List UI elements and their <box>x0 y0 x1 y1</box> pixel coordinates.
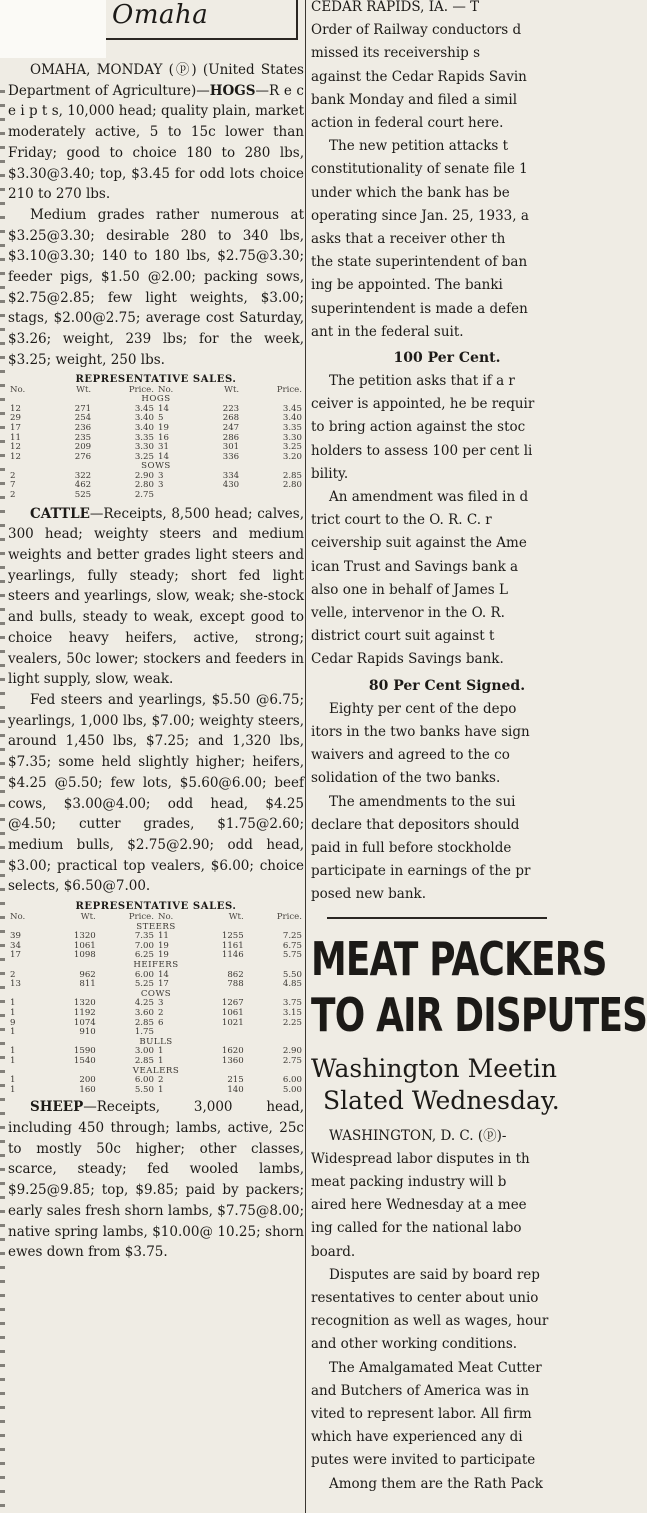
table-cell: 430 <box>222 480 240 491</box>
table-cell: 5.50 <box>134 1084 154 1095</box>
table-cell: 1 <box>10 998 16 1009</box>
table-cell: 1 <box>10 1027 16 1038</box>
table-cell: 1255 <box>221 931 244 942</box>
table-cell <box>156 491 197 501</box>
table-cell: 16 <box>157 432 169 443</box>
table-cell: 6.75 <box>282 940 302 951</box>
table-cell: 1620 <box>221 1046 244 1057</box>
table-cell: 3.75 <box>282 998 302 1009</box>
table-cell: 1061 <box>221 1007 244 1018</box>
table-cell: 1 <box>10 1046 16 1057</box>
article-line: missed its receivership s <box>311 45 481 62</box>
article-line: and other working conditions. <box>311 1336 518 1353</box>
table-cell: 276 <box>74 451 92 462</box>
table-cell: 1 <box>10 1055 16 1066</box>
table-cell: 5.50 <box>282 969 302 980</box>
table-cell: 5.00 <box>282 1084 302 1095</box>
table-col-header: Wt. <box>76 384 92 395</box>
table-row <box>8 942 304 952</box>
article-line: to bring action against the stoc <box>311 419 526 436</box>
table-cell: 2 <box>10 470 16 481</box>
table-cell: 1320 <box>73 931 96 942</box>
table-cell: 3.35 <box>134 432 154 443</box>
table-cell: 223 <box>222 403 240 414</box>
table-cell <box>194 1028 245 1038</box>
sheep-text: —Receipts, 3,000 head, including 450 through; lambs, active, 25c to mostly 50c higher; other classes, scarce, steady; fed wooled lambs, $9.25@9.85; top, $9.85; paid by packers; early sales fresh shorn lambs, $7.75@8.00; native spring lambs, $10.00@ 10.25; shorn ewes down from $3.75. <box>8 1099 304 1261</box>
table-cell: 6.25 <box>134 950 154 961</box>
table-cell: 3.20 <box>282 451 302 462</box>
representative-sales-title: REPRESENTATIVE SALES. <box>75 373 237 385</box>
table-cell: 1021 <box>221 1017 244 1028</box>
table-section-label: STEERS <box>136 921 176 932</box>
table-cell: 301 <box>222 442 240 453</box>
hogs-paragraph <box>8 60 304 205</box>
article-line: which have experienced any di <box>311 1429 523 1446</box>
source-text: ) (United States Department of Agriculture)— <box>8 62 304 99</box>
deck-line-2: Slated Wednesday. <box>323 1085 560 1115</box>
table-cell: 3.35 <box>282 422 302 433</box>
table-cell: 3.45 <box>282 403 302 414</box>
table-cell <box>197 491 241 501</box>
table-col-header: Price. <box>128 384 154 395</box>
article-line: The Amalgamated Meat Cutter <box>329 1359 542 1376</box>
section-header-box <box>106 0 298 40</box>
table-section-label: SOWS <box>141 461 171 472</box>
article-line: meat packing industry will b <box>311 1173 507 1190</box>
article-line: The amendments to the sui <box>329 793 516 810</box>
article-line: Order of Railway conductors d <box>311 22 522 39</box>
table-cell: 962 <box>79 969 96 980</box>
table-cell: 2 <box>10 490 16 501</box>
table-cell: 140 <box>227 1084 244 1095</box>
table-cell: 462 <box>74 480 92 491</box>
table-cell: 3.60 <box>134 1007 154 1018</box>
table-cell: 1267 <box>221 998 244 1009</box>
table-cell: 1540 <box>73 1055 96 1066</box>
table-cell: 2.75 <box>134 490 154 501</box>
table-cell: 334 <box>222 470 240 481</box>
table-section-label: HEIFERS <box>133 960 179 970</box>
table-cell: 3.30 <box>282 432 302 443</box>
table-cell: 11 <box>157 931 169 942</box>
article-line: The new petition attacks t <box>329 138 509 155</box>
article-line: constitutionality of senate file 1 <box>311 161 528 178</box>
table-cell: 1146 <box>221 950 244 961</box>
article-line: district court suit against t <box>311 628 495 645</box>
table-cell: 7 <box>10 480 16 491</box>
article-line: declare that depositors should <box>311 816 520 833</box>
table-cell: 1061 <box>73 940 96 951</box>
article-line: ant in the federal suit. <box>311 323 464 340</box>
table-col-header: Price. <box>276 912 302 923</box>
table-cell: 3 <box>157 470 164 481</box>
meat-packers-article <box>311 1125 583 1496</box>
table-row <box>8 1086 304 1096</box>
cattle-sales-table <box>8 913 304 1095</box>
table-col-header: Wt. <box>80 912 96 923</box>
table-cell: 14 <box>157 969 169 980</box>
table-col-header: No. <box>157 384 174 395</box>
table-cell: 14 <box>157 403 169 414</box>
table-row <box>8 414 304 424</box>
dateline: OMAHA, MONDAY ( <box>30 62 174 78</box>
table-cell: 1161 <box>221 940 244 951</box>
headline-line-1: MEAT PACKERS <box>311 931 607 986</box>
table-row <box>8 1019 304 1029</box>
article-line: ican Trust and Savings bank a <box>311 558 519 575</box>
table-cell: 160 <box>79 1084 96 1095</box>
article-line: ceiver is appointed, he be requir <box>311 396 535 413</box>
table-cell: 235 <box>74 432 92 443</box>
table-cell: 39 <box>10 931 21 942</box>
table-cell: 1 <box>10 1007 16 1018</box>
article-line: bank Monday and filed a simil <box>311 91 518 108</box>
table-cell: 11 <box>10 432 21 443</box>
article-line: the state superintendent of ban <box>311 254 528 271</box>
table-cell: 2.85 <box>134 1017 154 1028</box>
article-line: Among them are the Rath Pack <box>329 1475 543 1492</box>
table-cell: 1360 <box>221 1055 244 1066</box>
table-row <box>8 1009 304 1019</box>
table-cell: 2 <box>10 969 16 980</box>
column-rule <box>305 0 306 1513</box>
article-line: resentatives to center about unio <box>311 1289 539 1306</box>
table-cell: 200 <box>79 1075 96 1086</box>
adjacent-column-edge <box>0 90 5 1510</box>
article-line: Eighty per cent of the depo <box>329 700 517 717</box>
table-col-header: No. <box>10 384 26 395</box>
table-cell: 811 <box>79 979 96 990</box>
table-cell: 2.85 <box>282 470 302 481</box>
article-line: asks that a receiver other th <box>311 231 506 248</box>
table-cell: 3 <box>157 998 164 1009</box>
table-cell: 1192 <box>73 1007 96 1018</box>
table-cell: 1 <box>157 1084 164 1095</box>
article-line: ceivership suit against the Ame <box>311 535 527 552</box>
table-cell <box>246 1028 304 1038</box>
cattle-label: CATTLE <box>30 505 90 522</box>
article-line: vited to represent labor. All firm <box>311 1405 532 1422</box>
table-cell: 525 <box>74 490 92 501</box>
table-cell: 3.40 <box>282 413 302 424</box>
table-cell: 3.45 <box>134 403 154 414</box>
table-row <box>8 491 304 501</box>
table-row <box>8 443 304 453</box>
table-cell: 17 <box>10 422 21 433</box>
article-line: participate in earnings of the pr <box>311 863 531 880</box>
table-cell: 19 <box>157 940 169 951</box>
table-cell: 12 <box>10 451 21 462</box>
table-cell: 17 <box>10 950 21 961</box>
table-cell: 1 <box>10 1075 16 1086</box>
table-cell: 236 <box>74 422 92 433</box>
article-line: and Butchers of America was in <box>311 1382 530 1399</box>
article-line: against the Cedar Rapids Savin <box>311 68 527 85</box>
table-cell: 1098 <box>73 950 96 961</box>
sheep-label: SHEEP <box>30 1099 84 1116</box>
table-cell: 3.40 <box>134 413 154 424</box>
table-cell: 31 <box>157 442 169 453</box>
article-line: itors in the two banks have sign <box>311 723 530 740</box>
table-cell: 2 <box>157 1007 164 1018</box>
table-cell: 3.40 <box>134 422 154 433</box>
table-cell: 7.35 <box>134 931 154 942</box>
table-cell: 3.00 <box>134 1046 154 1057</box>
table-cell: 1074 <box>73 1017 96 1028</box>
table-cell: 2.80 <box>134 480 154 491</box>
table-cell: 2.25 <box>282 1017 302 1028</box>
table-cell: 17 <box>157 979 169 990</box>
table-cell: 2.85 <box>134 1055 154 1066</box>
article-line: The petition asks that if a r <box>329 373 515 390</box>
article-line: velle, intervenor in the O. R. <box>311 605 505 622</box>
table-cell: 6.00 <box>134 969 154 980</box>
ap-mark: ⓟ <box>173 62 192 78</box>
article-line: action in federal court here. <box>311 115 504 132</box>
headline-line-2: TO AIR DISPUTES <box>311 987 647 1042</box>
table-cell: 3.25 <box>134 451 154 462</box>
table-col-header: Price. <box>128 912 154 923</box>
article-line: board. <box>311 1243 356 1260</box>
bank-article-3 <box>311 698 583 907</box>
table-cell: 2 <box>157 1075 164 1086</box>
table-cell: 268 <box>222 413 240 424</box>
table-row <box>8 472 304 482</box>
table-cell: 209 <box>74 442 92 453</box>
table-cell: 13 <box>10 979 21 990</box>
subhead-80-per-cent: 80 Per Cent Signed. <box>368 677 526 694</box>
table-cell: 2.80 <box>282 480 302 491</box>
table-row <box>8 481 304 491</box>
table-cell: 4.25 <box>134 998 154 1009</box>
table-cell: 12 <box>10 403 21 414</box>
table-row <box>8 999 304 1009</box>
table-cell: 5.25 <box>134 979 154 990</box>
table-cell: 6.00 <box>134 1075 154 1086</box>
table-cell: 1590 <box>73 1046 96 1057</box>
sheep-paragraph <box>8 1097 304 1263</box>
table-col-header: Price. <box>276 384 302 395</box>
table-cell <box>241 491 304 501</box>
cattle-text: —Receipts, 8,500 head; calves, 300 head; weighty steers and medium weights and better grades light steers and yearlings, fully steady; short fed light steers and yearlings, slow, weak; she-stock and bulls, steady to weak, except good to choice heavy heifers, active, strong; vealers, 50c lower; stockers and feeders in light supply, slow, weak. <box>8 505 304 688</box>
article-line: bility. <box>311 465 349 482</box>
table-cell: 910 <box>79 1027 96 1038</box>
table-section-label: HOGS <box>141 394 171 405</box>
table-cell: 7.25 <box>282 931 302 942</box>
section-header: Omaha <box>112 0 209 30</box>
cattle-paragraph-2: Fed steers and yearlings, $5.50 @6.75; yearlings, 1,000 lbs, $7.00; weighty steers, around 1,450 lbs, $7.25; and 1,320 lbs, $7.35; some held slightly higher; heifers, $4.25 @5.50; few lots, $5.60@6.00; beef cows, $3.00@4.00; odd head, $4.25 @4.50; cutter grades, $1.75@2.60; medium bulls, $2.75@2.90; odd head, $3.00; practical top vealers, $6.00; choice selects, $6.50@7.00. <box>8 692 304 895</box>
article-line: CEDAR RAPIDS, IA. — T <box>311 0 480 15</box>
table-cell: 6.00 <box>282 1075 302 1086</box>
article-line: Disputes are said by board rep <box>329 1266 540 1283</box>
table-cell: 271 <box>74 403 92 414</box>
table-row <box>8 971 304 981</box>
article-line: ing called for the national labo <box>311 1220 522 1237</box>
article-line: trict court to the O. R. C. r <box>311 512 492 529</box>
article-line: waivers and agreed to the co <box>311 747 510 764</box>
article-line: operating since Jan. 25, 1933, a <box>311 207 529 224</box>
table-cell: 29 <box>10 413 21 424</box>
article-line: aired here Wednesday at a mee <box>311 1197 527 1214</box>
hogs-label: HOGS <box>209 82 256 99</box>
table-row <box>8 405 304 415</box>
table-cell: 2.90 <box>134 470 154 481</box>
table-cell: 1 <box>157 1046 164 1057</box>
table-row <box>8 434 304 444</box>
table-cell: 6 <box>157 1017 164 1028</box>
table-cell: 7.00 <box>134 940 154 951</box>
table-cell: 247 <box>222 422 240 433</box>
table-cell: 322 <box>74 470 92 481</box>
table-cell: 14 <box>157 451 169 462</box>
table-cell: 788 <box>227 979 244 990</box>
table-col-header: No. <box>10 912 26 923</box>
cattle-paragraph <box>8 504 304 690</box>
article-line: posed new bank. <box>311 886 427 903</box>
table-cell: 2.75 <box>282 1055 302 1066</box>
table-cell: 1320 <box>73 998 96 1009</box>
article-line: recognition as well as wages, hour <box>311 1313 549 1330</box>
table-section-label: COWS <box>140 988 172 999</box>
table-row <box>8 1047 304 1057</box>
article-line: WASHINGTON, D. C. (ⓟ)- <box>329 1127 507 1144</box>
article-divider <box>327 917 547 919</box>
article-line: Widespread labor disputes in th <box>311 1150 530 1167</box>
article-line: under which the bank has be <box>311 184 510 201</box>
article-line: solidation of the two banks. <box>311 770 501 787</box>
table-cell: 3 <box>157 480 164 491</box>
deck-line-1: Washington Meetin <box>311 1053 557 1083</box>
table-cell: 2.90 <box>282 1046 302 1057</box>
table-section-label: VEALERS <box>132 1065 180 1076</box>
table-col-header: No. <box>157 912 174 923</box>
livestock-column <box>8 60 304 1263</box>
table-cell: 12 <box>10 442 21 453</box>
hogs-text: —R e c e i p t s, 10,000 head; quality plain, market moderately active, 5 to 15c lower than Friday; good to choice 180 to 280 lbs, $3.30@3.40; top, $3.45 for odd lots choice 210 to 270 lbs. <box>8 82 304 203</box>
blank-margin <box>0 0 106 58</box>
table-cell: 3.25 <box>282 442 302 453</box>
table-cell: 215 <box>227 1075 244 1086</box>
article-line: ing be appointed. The banki <box>311 277 503 294</box>
hogs-paragraph-2: Medium grades rather numerous at $3.25@3.30; desirable 280 to 340 lbs, $3.10@3.30; 140 to 180 lbs, $2.75@3.30; feeder pigs, $1.50 @2.00; packing sows, $2.75@2.85; few light weights, $3.00; stags, $2.00@2.75; average cost Saturday, $3.26; weight, 239 lbs; for the week, $3.25; weight, 250 lbs. <box>8 206 304 368</box>
article-line: superintendent is made a defen <box>311 300 528 317</box>
table-col-header: Wt. <box>228 912 244 923</box>
table-cell: 3.15 <box>282 1007 302 1018</box>
table-cell: 34 <box>10 940 21 951</box>
table-cell: 1 <box>10 1084 16 1095</box>
table-cell: 1.75 <box>134 1027 154 1038</box>
table-cell: 19 <box>157 950 169 961</box>
table-row <box>8 424 304 434</box>
table-row <box>8 1076 304 1086</box>
table-cell: 9 <box>10 1017 16 1028</box>
table-cell: 19 <box>157 422 169 433</box>
table-cell: 286 <box>222 432 240 443</box>
table-cell: 862 <box>227 969 244 980</box>
article-line: paid in full before stockholde <box>311 839 512 856</box>
bank-article <box>311 0 583 344</box>
representative-sales-title-2: REPRESENTATIVE SALES. <box>75 901 237 913</box>
article-line: holders to assess 100 per cent li <box>311 442 533 459</box>
table-cell: 1 <box>157 1055 164 1066</box>
table-col-header: Wt. <box>224 384 240 395</box>
table-cell: 254 <box>74 413 92 424</box>
article-line: Cedar Rapids Savings bank. <box>311 651 504 668</box>
table-cell: 5 <box>157 413 164 424</box>
table-row <box>8 932 304 942</box>
subhead-100-per-cent: 100 Per Cent. <box>393 350 501 367</box>
news-column <box>311 0 647 1496</box>
hog-sales-table <box>8 386 304 501</box>
article-line: also one in behalf of James L <box>311 581 508 598</box>
article-line: putes were invited to participate <box>311 1452 536 1469</box>
table-cell: 4.85 <box>282 979 302 990</box>
bank-article-2 <box>311 370 583 672</box>
table-cell: 3.30 <box>134 442 154 453</box>
table-cell: 5.75 <box>282 950 302 961</box>
table-cell: 336 <box>222 451 240 462</box>
table-section-label: BULLS <box>139 1036 173 1047</box>
article-line: An amendment was filed in d <box>329 489 529 506</box>
